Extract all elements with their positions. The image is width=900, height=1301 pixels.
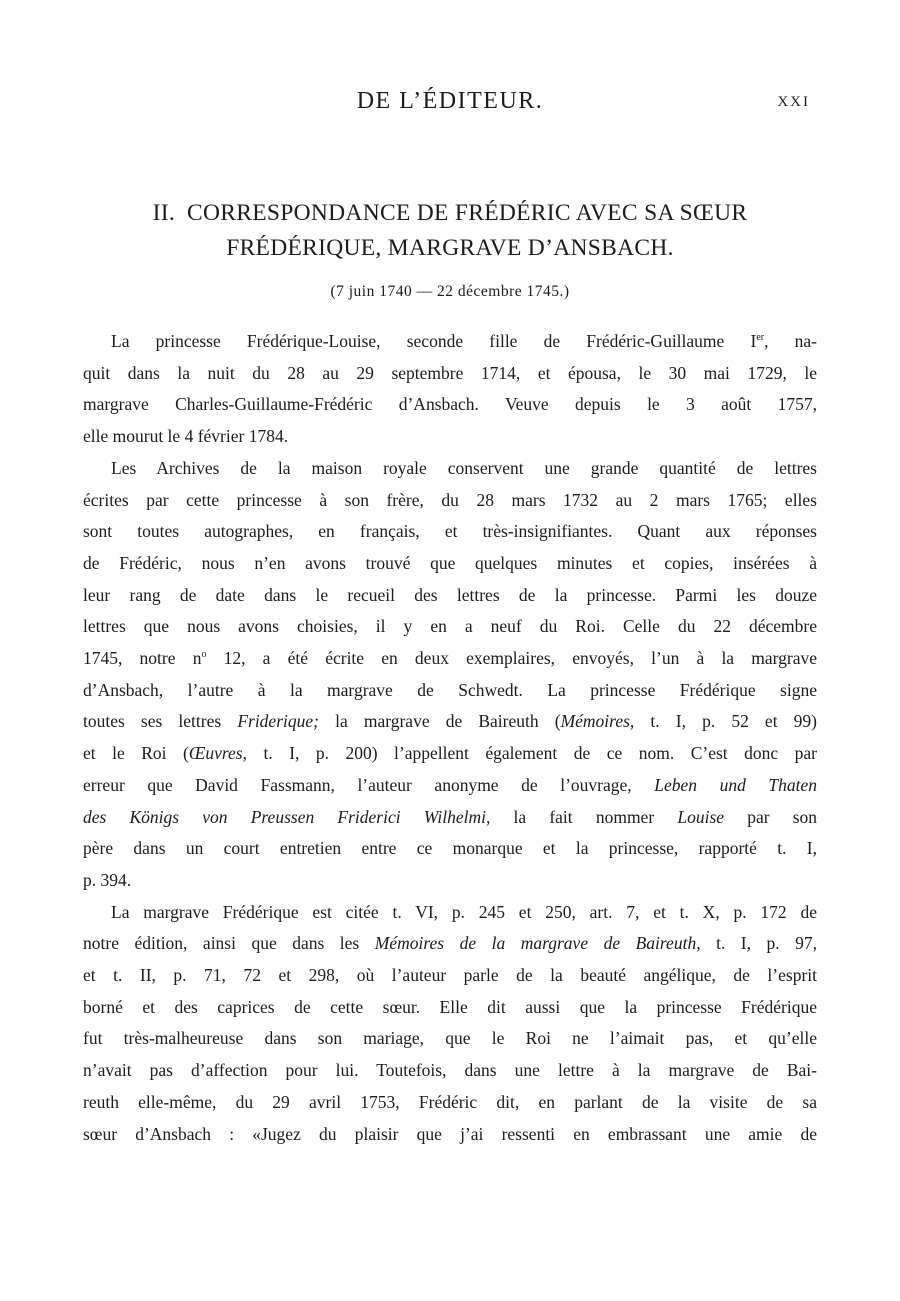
section-title-line-1: CORRESPONDANCE DE FRÉDÉRIC AVEC SA SŒUR [187, 200, 748, 226]
text-span: 1745, notre n [83, 648, 202, 669]
text-line: reuth elle-même, du 29 avril 1753, Frédéric dit, en parlant de la visite de sa [83, 1091, 817, 1112]
paragraph-2 [83, 453, 817, 897]
text-line: fut très-malheureuse dans son mariage, que le Roi ne l’aimait pas, et qu’elle [83, 1028, 817, 1049]
text-line: Les Archives de la maison royale conservent une grande quantité de lettres [111, 457, 817, 478]
section-heading-line-1 [80, 196, 820, 231]
italic-title: des Königs von Preussen Friderici Wilhelmi, [83, 806, 491, 827]
italic-title: Mémoires de la margrave de Baireuth, [374, 933, 701, 954]
text-span: , t. I, p. 200) l’appellent également de ce nom. C’est donc par [242, 743, 818, 764]
text-line: père dans un court entretien entre ce monarque et la princesse, rapporté t. I, [83, 838, 817, 859]
text-line: n’avait pas d’affection pour lui. Toutefois, dans une lettre à la margrave de Bai- [83, 1060, 817, 1081]
text-span: La princesse Frédérique-Louise, seconde fille de Frédéric-Guillaume I [111, 331, 757, 351]
paragraph-1 [83, 326, 817, 453]
section-heading [80, 196, 820, 266]
text-line: d’Ansbach, l’autre à la margrave de Schwedt. La princesse Frédérique signe [83, 679, 817, 700]
text-line: La margrave Frédérique est citée t. VI, p. 245 et 250, art. 7, et t. X, p. 172 de [111, 901, 817, 922]
text-line: elle mourut le 4 février 1784. [83, 426, 289, 447]
italic-title: Mémoires [560, 711, 630, 732]
text-span: toutes ses lettres [83, 711, 222, 732]
text-span: la margrave de Baireuth ( [335, 711, 561, 732]
text-line [83, 706, 817, 738]
text-line: sont toutes autographes, en français, et très-insignifiantes. Quant aux réponses [83, 521, 817, 542]
running-title: DE L’ÉDITEUR. [356, 88, 544, 114]
italic-title: Œuvres [188, 743, 243, 764]
body-text [83, 326, 817, 1150]
text-line: écrites par cette princesse à son frère, du 28 mars 1732 au 2 mars 1765; elles [83, 489, 817, 510]
text-line [83, 802, 817, 834]
italic-name: Louise [677, 806, 725, 827]
text-line: borné et des caprices de cette sœur. Elle dit aussi que la princesse Frédérique [83, 996, 817, 1017]
section-date-range: (7 juin 1740 — 22 décembre 1745.) [330, 283, 570, 300]
text-line: et t. II, p. 71, 72 et 298, où l’auteur parle de la beauté angélique, de l’esprit [83, 965, 817, 986]
italic-title: Friderique; [237, 711, 319, 732]
text-line [83, 928, 817, 960]
text-line [83, 738, 817, 770]
section-number: II. [152, 200, 176, 226]
text-span: la fait nommer [513, 806, 655, 827]
text-line: sœur d’Ansbach : «Jugez du plaisir que j’ai ressenti en embrassant une amie de [83, 1123, 817, 1144]
text-line: de Frédéric, nous n’en avons trouvé que quelques minutes et copies, insérées à [83, 552, 817, 573]
text-span: , t. I, p. 52 et 99) [629, 711, 818, 732]
page-number: XXI [777, 94, 810, 110]
text-span: , na- [764, 331, 817, 351]
text-line: lettres que nous avons choisies, il y en a neuf du Roi. Celle du 22 décembre [83, 616, 817, 637]
superscript: er [756, 332, 765, 344]
text-span: 12, a été écrite en deux exemplaires, envoyés, l’un à la margrave [206, 648, 818, 669]
paragraph-3 [83, 897, 817, 1151]
text-line: quit dans la nuit du 28 au 29 septembre 1714, et épousa, le 30 mai 1729, le [83, 362, 817, 383]
text-span: notre édition, ainsi que dans les [83, 933, 360, 954]
section-title-line-2: FRÉDÉRIQUE, MARGRAVE D’ANSBACH. [226, 235, 674, 261]
text-span: t. I, p. 97, [716, 933, 818, 954]
text-line [83, 643, 817, 675]
text-line: p. 394. [83, 869, 132, 890]
text-line [83, 326, 817, 358]
text-line: margrave Charles-Guillaume-Frédéric d’Ansbach. Veuve depuis le 3 août 1757, [83, 394, 817, 415]
text-span: erreur que David Fassmann, l’auteur anonyme de l’ouvrage, [83, 774, 632, 795]
text-line [83, 770, 817, 802]
text-span: et le Roi ( [83, 743, 189, 764]
text-span: par son [747, 806, 818, 827]
running-head [0, 88, 900, 122]
italic-title: Leben und Thaten [654, 774, 817, 795]
superscript: o [201, 649, 207, 661]
text-line: leur rang de date dans le recueil des lettres de la princesse. Parmi les douze [83, 584, 817, 605]
